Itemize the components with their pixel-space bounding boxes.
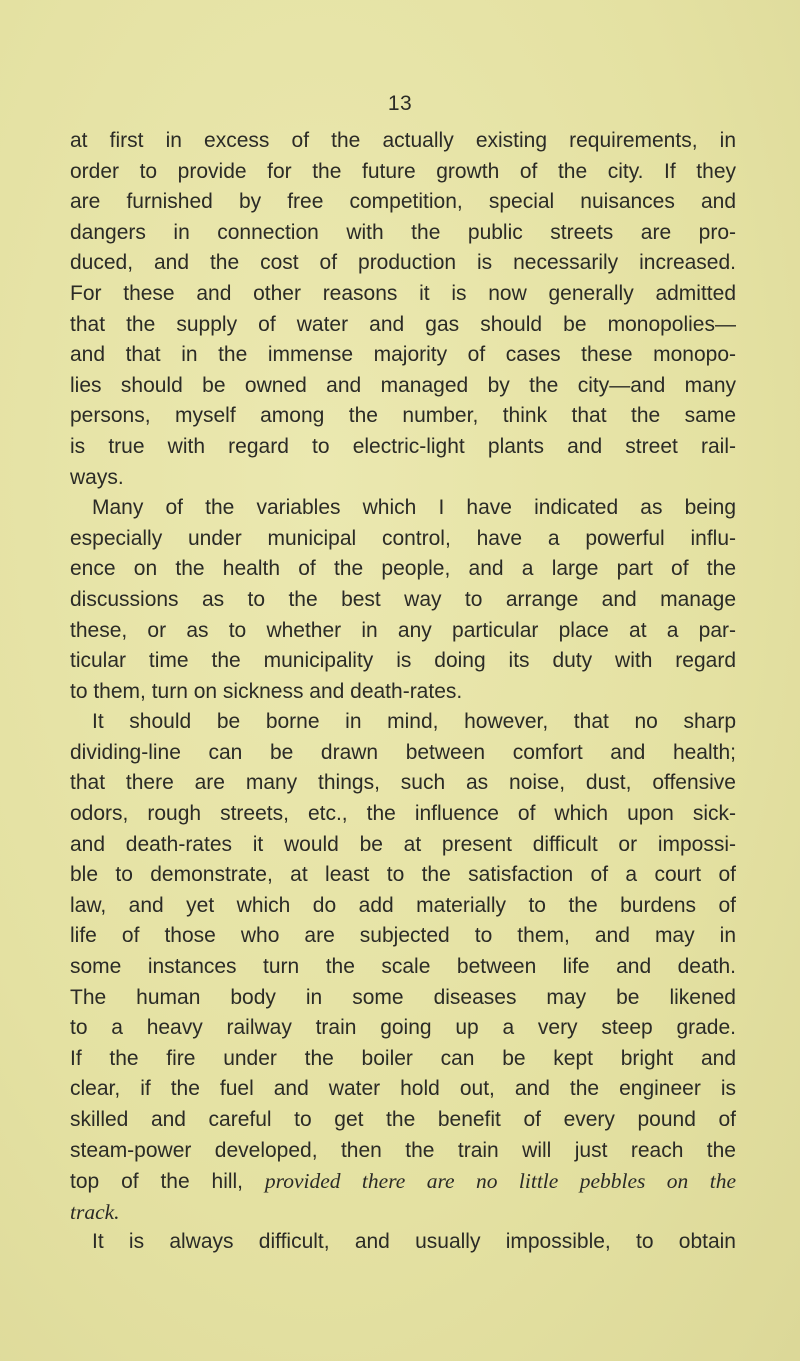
text-line: ble to demonstrate, at least to the satisfaction of a court of: [70, 863, 736, 887]
text-line: is true with regard to electric-light plants and street rail-: [70, 434, 736, 458]
text-line: to a heavy railway train going up a very steep grade.: [70, 1016, 736, 1040]
body-text: [70, 126, 736, 1258]
text-line: For these and other reasons it is now generally admitted: [70, 281, 736, 305]
text-line: that there are many things, such as noise, dust, offensive: [70, 771, 736, 795]
text-line: persons, myself among the number, think that the same: [70, 404, 736, 428]
text-line: Many of the variables which I have indicated as being: [92, 496, 736, 520]
text-line: [70, 1166, 736, 1197]
text-line: ways.: [70, 465, 124, 489]
text-line: order to provide for the future growth of the city. If they: [70, 159, 736, 183]
text-line: ence on the health of the people, and a large part of the: [70, 557, 736, 581]
text-line-plain: top of the hill,: [70, 1170, 265, 1194]
text-line: and death-rates it would be at present difficult or impossi-: [70, 832, 736, 856]
text-line: dangers in connection with the public streets are pro-: [70, 220, 736, 244]
italic-phrase: track.: [70, 1199, 120, 1224]
text-line: life of those who are subjected to them, and may in: [70, 924, 736, 948]
text-line: these, or as to whether in any particular place at a par-: [70, 618, 736, 642]
text-line: are furnished by free competition, special nuisances and: [70, 190, 736, 214]
text-line: especially under municipal control, have a powerful influ-: [70, 526, 736, 550]
text-line: The human body in some diseases may be likened: [70, 985, 736, 1009]
text-line: and that in the immense majority of cases these monopo-: [70, 343, 736, 367]
text-line: law, and yet which do add materially to the burdens of: [70, 893, 736, 917]
text-line: that the supply of water and gas should be monopolies—: [70, 312, 736, 336]
text-line: steam-power developed, then the train will just reach the: [70, 1138, 736, 1162]
text-line: some instances turn the scale between life and death.: [70, 955, 736, 979]
text-line: at first in excess of the actually existing requirements, in: [70, 129, 736, 152]
text-line: clear, if the fuel and water hold out, and the engineer is: [70, 1077, 736, 1101]
text-line: If the fire under the boiler can be kept bright and: [70, 1046, 736, 1070]
text-line: skilled and careful to get the benefit of every pound of: [70, 1108, 736, 1131]
italic-phrase: provided there are no little pebbles on the: [264, 1169, 736, 1194]
text-line: ticular time the municipality is doing its duty with regard: [70, 649, 736, 673]
text-line: discussions as to the best way to arrange and manage: [70, 587, 736, 611]
text-line: duced, and the cost of production is necessarily increased.: [70, 251, 736, 275]
text-line: It should be borne in mind, however, that no sharp: [92, 710, 736, 734]
text-line: odors, rough streets, etc., the influence of which upon sick-: [70, 802, 736, 826]
text-line: to them, turn on sickness and death-rates.: [70, 679, 463, 703]
text-line: dividing-line can be drawn between comfort and health;: [70, 740, 736, 764]
page-number: 13: [387, 92, 413, 115]
text-line: It is always difficult, and usually impossible, to obtain: [92, 1230, 736, 1254]
text-line: lies should be owned and managed by the city—and many: [70, 373, 736, 397]
text-line: [70, 1197, 736, 1228]
